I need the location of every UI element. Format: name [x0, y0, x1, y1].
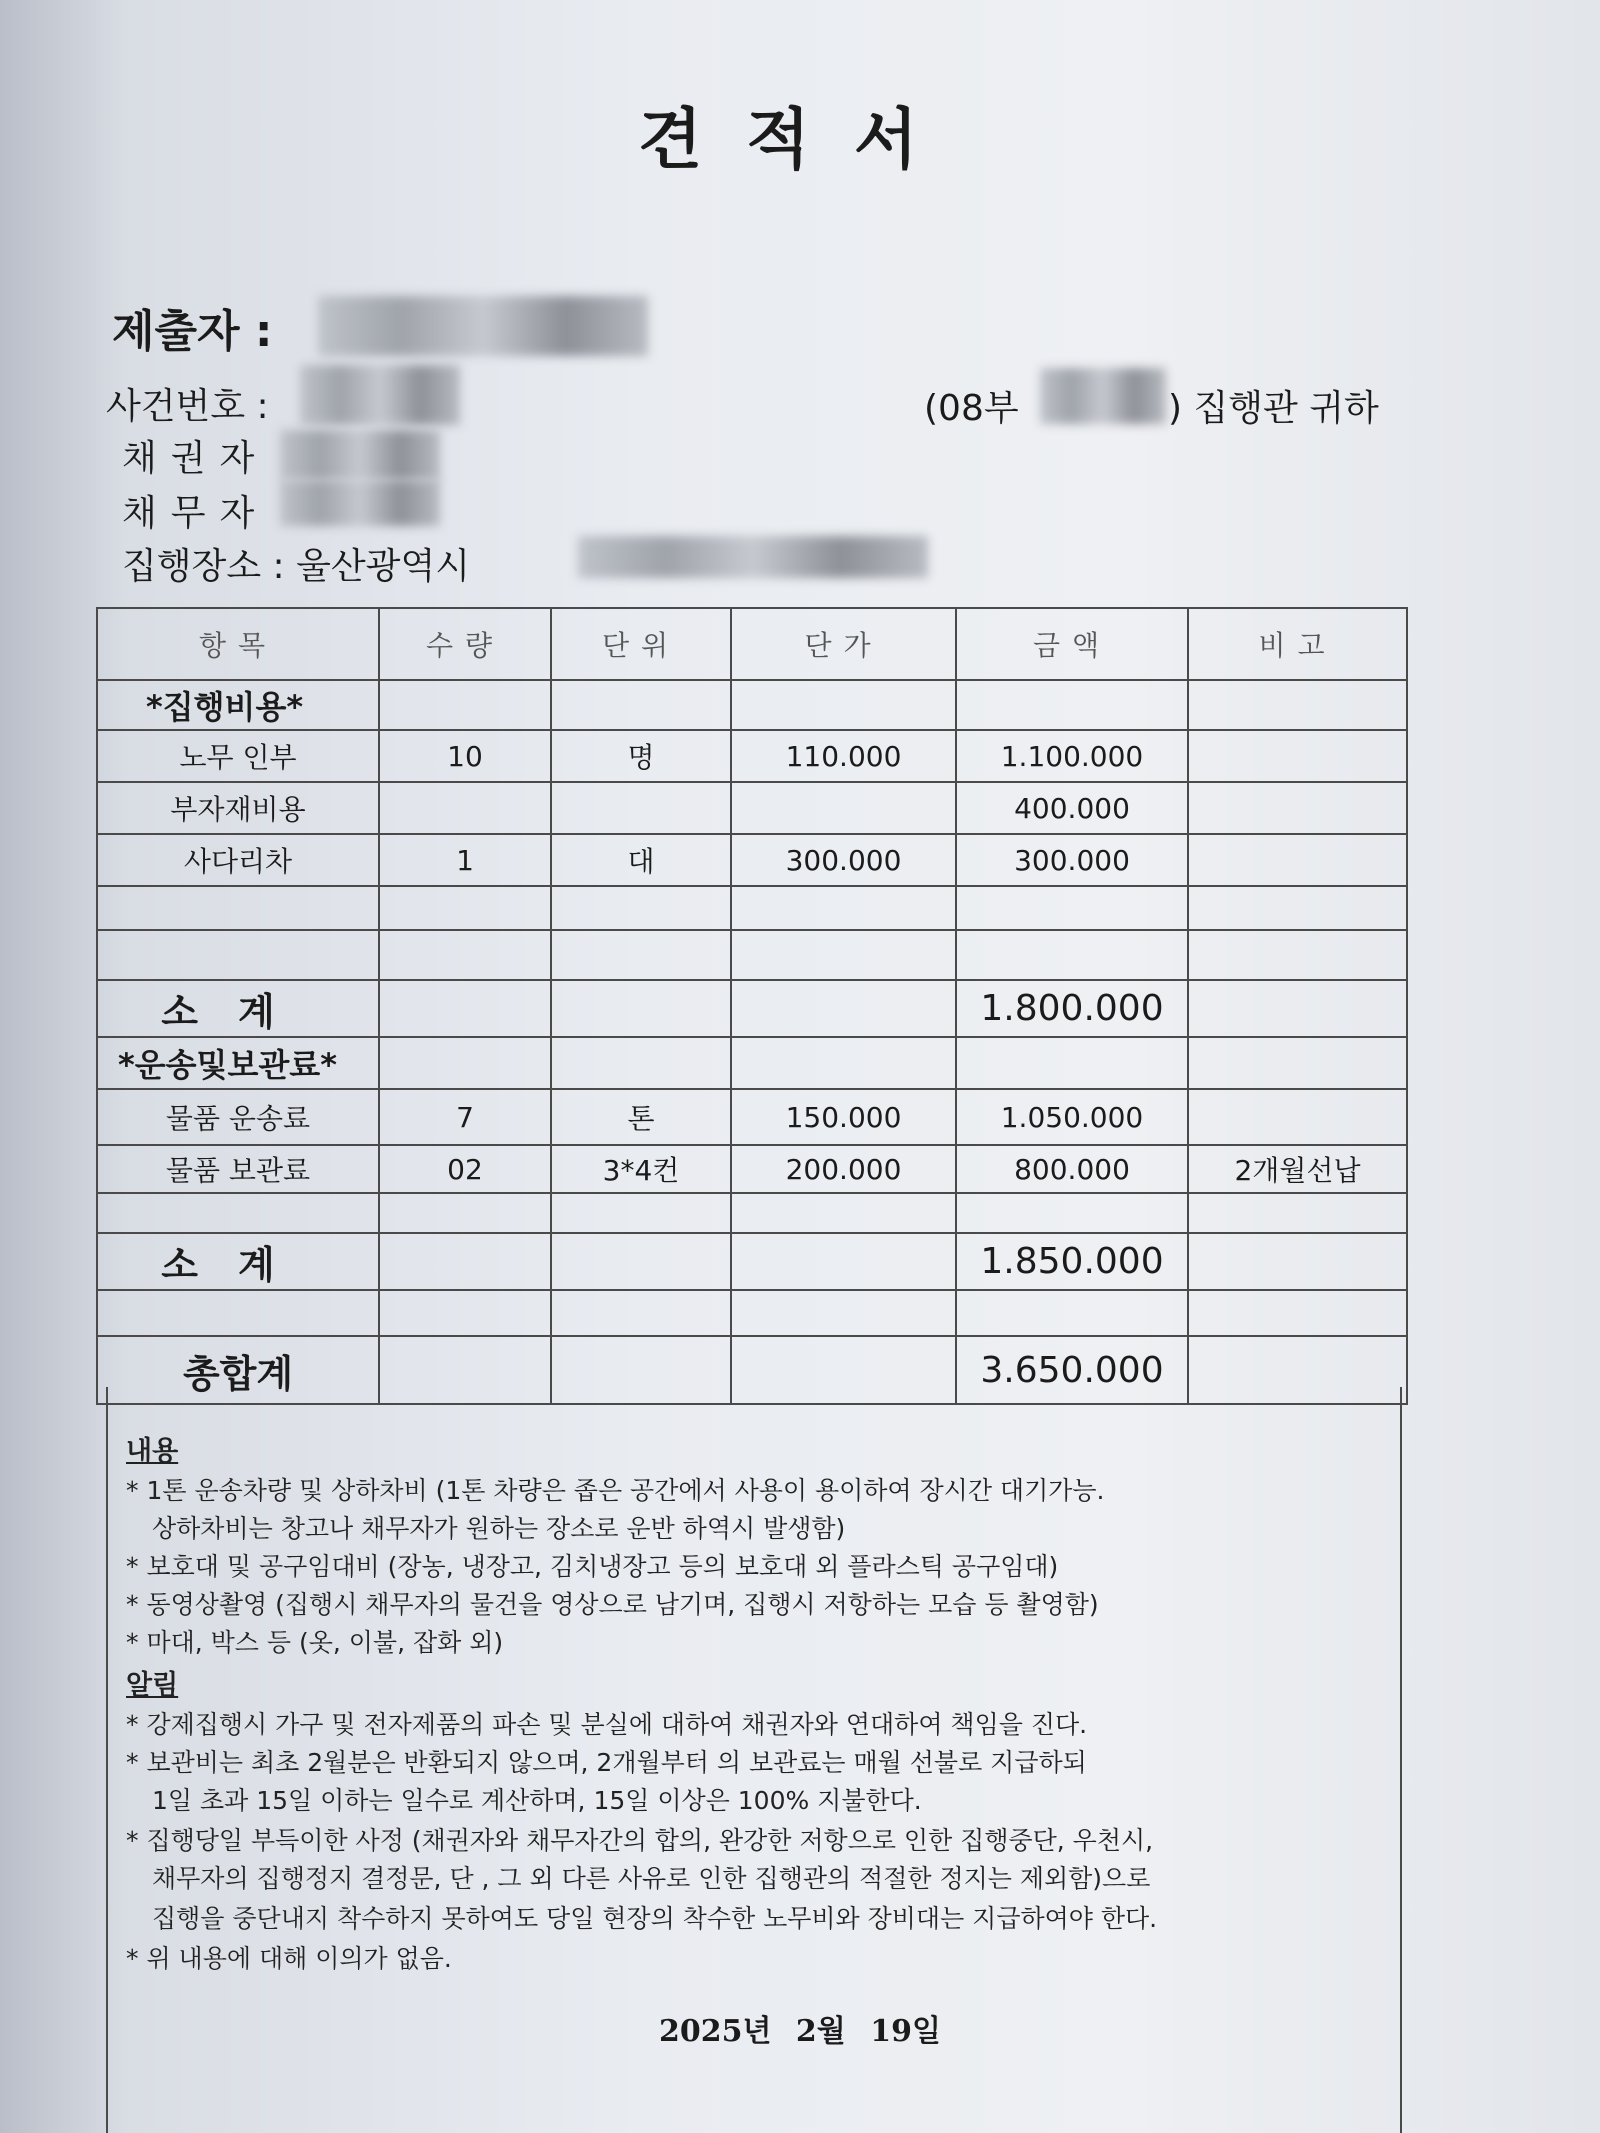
redacted-debtor [280, 480, 440, 526]
column-header: 금액 [956, 608, 1188, 680]
notes-line: * 강제집행시 가구 및 전자제품의 파손 및 분실에 대하여 채권자와 연대하여 책임을 진다. [126, 1710, 1088, 1739]
unit-cell: 3*4컨 [551, 1145, 731, 1193]
subtotal-row [97, 1233, 1407, 1290]
case-number-label: 사건번호 : [106, 386, 269, 427]
section-title: *집행비용* [97, 680, 379, 730]
amount-cell: 800.000 [956, 1145, 1188, 1193]
column-header: 수량 [379, 608, 551, 680]
unit-cell: 명 [551, 730, 731, 782]
table-row [97, 782, 1407, 834]
table-row [97, 730, 1407, 782]
unit-cell [551, 782, 731, 834]
notes-heading-notice: 알림 [126, 1670, 179, 1701]
price-cell: 300.000 [731, 834, 956, 886]
unit-cell: 톤 [551, 1089, 731, 1145]
amount-cell: 300.000 [956, 834, 1188, 886]
unit-cell: 대 [551, 834, 731, 886]
redacted-case-number [300, 365, 460, 425]
notes-line: * 집행당일 부득이한 사정 (채권자와 채무자간의 합의, 완강한 저항으로 인한 집행중단, 우천시, [126, 1826, 1154, 1855]
empty-row [97, 930, 1407, 980]
qty-cell: 10 [379, 730, 551, 782]
section-row [97, 680, 1407, 730]
price-cell [731, 782, 956, 834]
submitter-label: 제출자 : [112, 306, 273, 357]
court-prefix: (08부 [924, 388, 1019, 429]
price-cell: 110.000 [731, 730, 956, 782]
section-title: *운송및보관료* [97, 1037, 379, 1089]
item-cell: 물품 운송료 [97, 1089, 379, 1145]
notes-line: * 마대, 박스 등 (옷, 이불, 잡화 외) [126, 1628, 504, 1657]
note-cell: 2개월선납 [1188, 1145, 1407, 1193]
notes-line: 상하차비는 창고나 채무자가 원하는 장소로 운반 하역시 발생함) [152, 1514, 846, 1543]
table-row [97, 1089, 1407, 1145]
notes-line: * 보관비는 최초 2월분은 반환되지 않으며, 2개월부터 의 보관료는 매월 선불로 지급하되 [126, 1748, 1087, 1777]
amount-cell: 1.050.000 [956, 1089, 1188, 1145]
column-header: 비고 [1188, 608, 1407, 680]
qty-cell: 1 [379, 834, 551, 886]
note-cell [1188, 730, 1407, 782]
redacted-court-name [1040, 368, 1166, 424]
price-cell: 200.000 [731, 1145, 956, 1193]
document-date: 2025년 2월 19일 [659, 2014, 941, 2049]
redacted-creditor [280, 430, 440, 480]
grand-total-label: 총합계 [97, 1336, 379, 1404]
section-row [97, 1037, 1407, 1089]
column-header: 단위 [551, 608, 731, 680]
subtotal-row [97, 980, 1407, 1037]
item-cell: 물품 보관료 [97, 1145, 379, 1193]
amount-cell: 400.000 [956, 782, 1188, 834]
notes-line: * 위 내용에 대해 이의가 없음. [126, 1944, 452, 1973]
notes-line: 1일 초과 15일 이하는 일수로 계산하며, 15일 이상은 100% 지불한다. [152, 1786, 922, 1815]
subtotal-amount: 1.800.000 [956, 980, 1188, 1037]
table-row [97, 1145, 1407, 1193]
notes-line: 집행을 중단내지 착수하지 못하여도 당일 현장의 착수한 노무비와 장비대는 지급하여야 한다. [152, 1904, 1158, 1933]
note-cell [1188, 1089, 1407, 1145]
subtotal-label: 소계 [97, 1233, 379, 1290]
notes-heading-contents: 내용 [126, 1436, 179, 1467]
empty-row [97, 1193, 1407, 1233]
table-header-row [97, 608, 1407, 680]
debtor-label: 채무자 [122, 493, 269, 534]
note-cell [1188, 834, 1407, 886]
subtotal-label: 소계 [97, 980, 379, 1037]
execution-place-label: 집행장소 : 울산광역시 [122, 546, 470, 587]
note-cell [1188, 782, 1407, 834]
column-header: 단가 [731, 608, 956, 680]
item-cell: 부자재비용 [97, 782, 379, 834]
court-suffix: ) 집행관 귀하 [1168, 388, 1379, 429]
notes-line: 채무자의 집행정지 결정문, 단 , 그 외 다른 사유로 인한 집행관의 적절한 정지는 제외함)으로 [152, 1864, 1151, 1893]
creditor-label: 채권자 [122, 438, 269, 479]
estimate-table [96, 607, 1408, 1405]
item-cell: 사다리차 [97, 834, 379, 886]
qty-cell [379, 782, 551, 834]
notes-line: * 동영상촬영 (집행시 채무자의 물건을 영상으로 남기며, 집행시 저항하는 모습 등 촬영함) [126, 1590, 1099, 1619]
table-row [97, 834, 1407, 886]
redacted-submitter [318, 296, 648, 356]
price-cell: 150.000 [731, 1089, 956, 1145]
redacted-address [578, 536, 928, 578]
grand-total-amount: 3.650.000 [956, 1336, 1188, 1404]
subtotal-amount: 1.850.000 [956, 1233, 1188, 1290]
empty-row [97, 886, 1407, 930]
qty-cell: 7 [379, 1089, 551, 1145]
amount-cell: 1.100.000 [956, 730, 1188, 782]
document-title: 견적서 [638, 100, 962, 178]
notes-line: * 1톤 운송차량 및 상하차비 (1톤 차량은 좁은 공간에서 사용이 용이하여 장시간 대기가능. [126, 1476, 1105, 1505]
item-cell: 노무 인부 [97, 730, 379, 782]
empty-row [97, 1290, 1407, 1336]
qty-cell: 02 [379, 1145, 551, 1193]
notes-line: * 보호대 및 공구임대비 (장농, 냉장고, 김치냉장고 등의 보호대 외 플라스틱 공구임대) [126, 1552, 1059, 1581]
column-header: 항목 [97, 608, 379, 680]
